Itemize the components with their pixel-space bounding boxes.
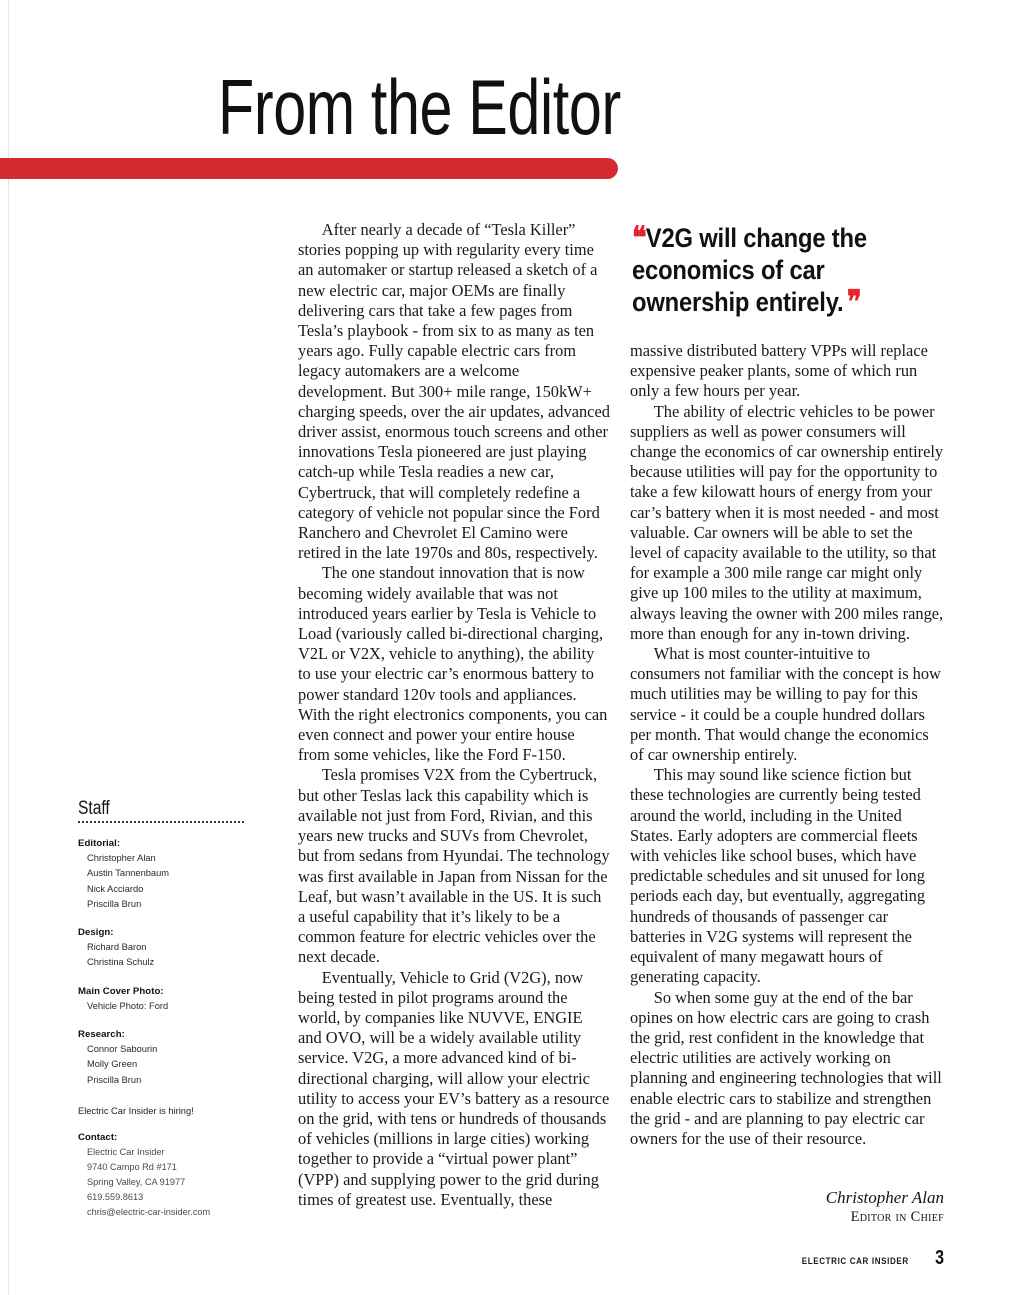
- staff-group-label: Research:: [78, 1029, 125, 1041]
- contact-city-state-zip: Spring Valley, CA 91977: [87, 1176, 186, 1187]
- staff-sidebar: [78, 798, 258, 1220]
- paragraph: Eventually, Vehicle to Grid (V2G), now being tested in pilot programs around the world, by companies like NUVVE, ENGIE and OVO, will be a widely available utility service. V2G, a more advanced kind of bi-directional charging, will allow your electric utility to access your EV’s battery as a resource on the grid, with tens or hundreds of thousands of vehicles (millions in large cities) working together to provide a “virtual power plant” (VPP) and supplying power to the grid during times of greatest use. Eventually, these: [298, 967, 610, 1209]
- paragraph: massive distributed battery VPPs will replace expensive peaker plants, some of which run only a few hours per year.: [630, 341, 928, 401]
- staff-group-research: [78, 1028, 258, 1088]
- staff-name: Connor Sabourin: [87, 1044, 158, 1055]
- staff-heading: Staff: [78, 798, 110, 819]
- paragraph: The one standout innovation that is now becoming widely available that was not introduced years earlier by Tesla is Vehicle to Load (variously called bi-directional charging, V2L or V2X, vehicle to anything), the ability to use your electric car’s enormous battery to power standard 120v tools and appliances. With the right electronics components, you can even connect and power your entire house from some vehicles, like the Ford F-150.: [298, 563, 608, 765]
- paragraph: After nearly a decade of “Tesla Killer” stories popping up with regularity every time an automaker or startup released a sketch of a new electric car, major OEMs are finally delivering cars that take a few pages from Tesla’s playbook - from six to as many as ten years ago. Fully capable electric cars from legacy automakers are a welcome development. But 300+ mile range, 150kW+ charging speeds, over the air updates, advanced driver assist, enormous touch screens and other innovations Tesla pioneered are just playing catch-up while Tesla readies a new car, Cybertruck, that will completely redefine a category of vehicle not popular since the Ford Ranchero and Chevrolet El Camino were retired in the late 1970s and 80s, respectively.: [298, 220, 610, 563]
- staff-name: Nick Acciardo: [87, 883, 144, 894]
- staff-group-editorial: [78, 837, 258, 912]
- contact-company: Electric Car Insider: [87, 1146, 165, 1157]
- paragraph: The ability of electric vehicles to be power suppliers as well as power consumers will change the economics of car ownership entirely because utilities will pay for the opportunity to take a few kilowatt hours of energy from your car’s battery when it is most needed - and most valuable. Car owners will be able to set the level of capacity available to the utility, so that for example a 300 mile range car might only give up 100 miles to the utility at maximum, always leaving the owner with 200 miles range, more than enough for any in-town driving.: [630, 401, 944, 643]
- paragraph: Tesla promises V2X from the Cybertruck, but other Teslas lack this capability which is available not just from Ford, Rivian, and this years new trucks and SUVs from Chevrolet, but from sedans from Hyundai. The technology was first available in Japan from Nissan for the Leaf, but wasn’t available in the US. It is such a useful capability that it’s likely to be a common feature for electric vehicles over the next decade.: [298, 765, 610, 967]
- page-footer: [640, 1248, 945, 1268]
- staff-name: Priscilla Brun: [87, 898, 142, 909]
- footer-brand: ELECTRIC CAR INSIDER: [802, 1256, 910, 1266]
- signature-name: Christopher Alan: [825, 1188, 944, 1207]
- paragraph: What is most counter-intuitive to consumers not familiar with the concept is how much utilities may be willing to pay for this service - it could be a couple hundred dollars per month. That would change the economics of car ownership entirely.: [630, 644, 941, 765]
- open-quote-icon: ❝: [632, 220, 645, 255]
- staff-divider: [78, 821, 244, 823]
- staff-name: Austin Tannenbaum: [87, 868, 170, 879]
- staff-name: Priscilla Brun: [87, 1074, 142, 1085]
- page-title: From the Editor: [218, 63, 621, 151]
- close-quote-icon: ❞: [846, 284, 860, 319]
- paragraph: This may sound like science fiction but these technologies are currently being tested around the world, including in the United States. Early adopters are commercial fleets with vehicles like school buses, which have predictable schedules and sit unused for long periods each day, but eventually, aggregating hundreds of thousands of passenger car batteries in V2G systems will represent the equivalent of many megawatt hours of generating capacity.: [630, 765, 926, 987]
- masthead-accent-rule: [0, 158, 618, 179]
- contact-label: Contact:: [78, 1131, 118, 1143]
- staff-name: Christina Schulz: [87, 957, 155, 968]
- contact-email[interactable]: chris@electric-car-insider.com: [87, 1206, 211, 1217]
- page-number: 3: [934, 1247, 944, 1269]
- staff-group-label: Main Cover Photo:: [78, 985, 164, 997]
- paragraph: So when some guy at the end of the bar opines on how electric cars are going to crash the grid, rest confident in the knowledge that electric utilities are actively working on planning and engineering technologies that will enable electric cars to stabilize and strengthen the grid - and are planning to pay electric car owners for the use of their resource.: [630, 987, 942, 1148]
- contact-phone[interactable]: 619.559.8613: [87, 1191, 144, 1202]
- article-column-1: [298, 220, 610, 1210]
- hiring-note: Electric Car Insider is hiring!: [78, 1105, 194, 1116]
- page-edge-rule: [8, 0, 9, 1295]
- staff-group-main-cover-photo: [78, 985, 258, 1014]
- staff-name: Richard Baron: [87, 942, 147, 953]
- contact-street: 9740 Campo Rd #171: [87, 1161, 177, 1172]
- signature-block: [630, 1188, 944, 1227]
- pull-quote: [632, 222, 907, 319]
- pull-quote-text: V2G will change the economics of car ownership entirely.: [632, 223, 867, 317]
- staff-name: Vehicle Photo: Ford: [87, 1000, 169, 1011]
- article-column-2: [630, 341, 944, 1149]
- staff-name: Christopher Alan: [87, 853, 156, 863]
- contact-block: [78, 1131, 258, 1220]
- staff-group-label: Design:: [78, 927, 114, 939]
- staff-group-design: [78, 926, 258, 971]
- signature-title: Editor in Chief: [850, 1209, 944, 1225]
- staff-name: Molly Green: [87, 1059, 138, 1070]
- staff-group-label: Editorial:: [78, 838, 121, 849]
